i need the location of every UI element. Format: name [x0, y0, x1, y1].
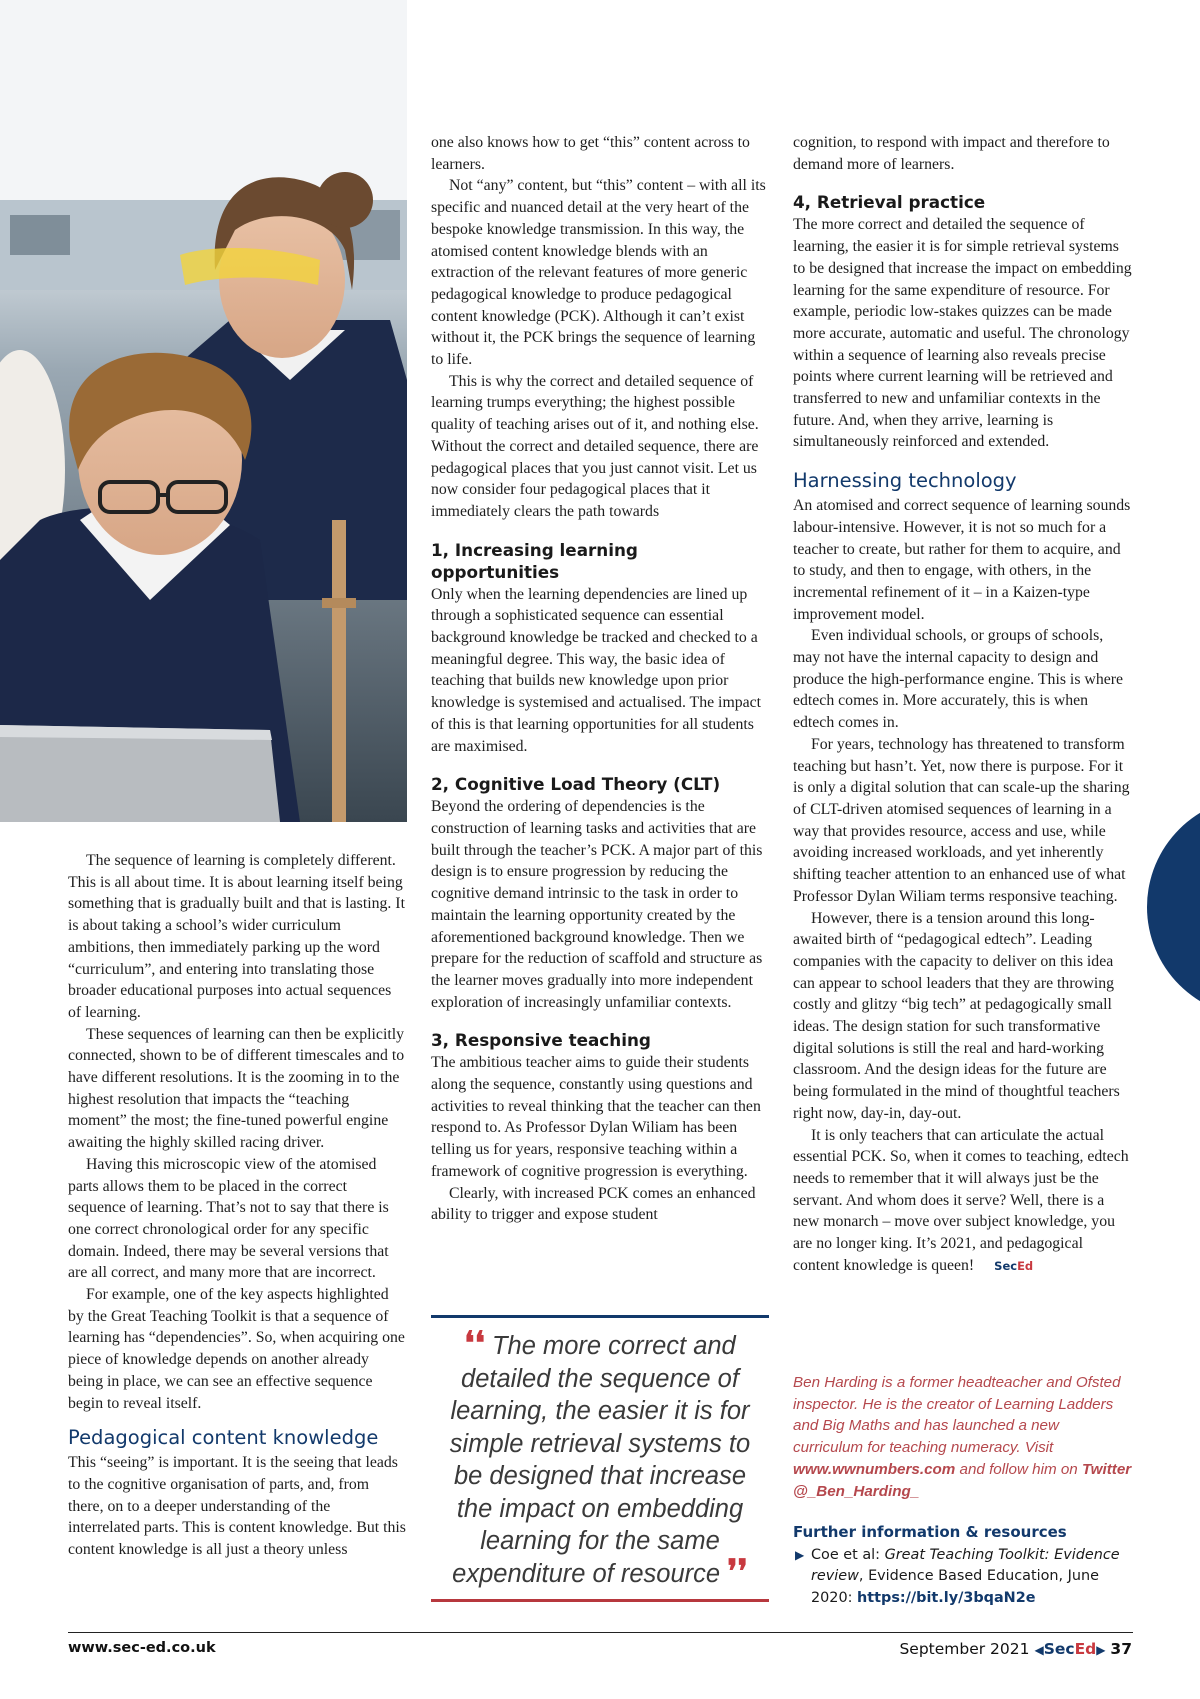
end-mark-logo: SecEd — [994, 1258, 1034, 1273]
pull-quote — [431, 1315, 769, 1602]
page-number: 37 — [1110, 1640, 1132, 1658]
body-paragraph: These sequences of learning can then be explicitly connected, shown to be of different timescales and to have different resolutions. It is the zooming in to the highest resolution that impacts the “teaching moment” the most; the fine-tuned powerful engine awaiting the highly skilled racing driver. — [68, 1025, 405, 1152]
body-paragraph: Only when the learning dependencies are lined up through a sophisticated sequence can essential background knowledge be tracked and checked to a meaningful degree. This way, the basic idea of teaching that builds new knowledge upon prior knowledge is systemised and actualised. The impact of this is that learning opportunities for all students are maximised. — [431, 585, 762, 755]
footer-url[interactable]: www.sec-ed.co.uk — [68, 1640, 216, 1656]
issue-date: September 2021 — [899, 1640, 1030, 1658]
body-paragraph: one also knows how to get “this” content across to learners. — [431, 134, 750, 173]
body-paragraph: The ambitious teacher aims to guide their students along the sequence, constantly using questions and activities to reveal thinking that the teacher can then respond to. As Professor Dylan Wiliam has been telling us for years, responsive teaching within a framework of cognitive progression is everything. — [431, 1054, 761, 1180]
section-heading: Pedagogical content knowledge — [68, 1426, 379, 1450]
body-paragraph: This is why the correct and detailed sequence of learning trumps everything; the highest possible quality of teaching arises out of it, and nothing else. Without the correct and detailed sequence, there are pedagogical places that you just cannot visit. Let us now consider four pedagogical places that it immediately clears the path towards — [431, 372, 759, 520]
close-quote-icon: ❜❜ — [727, 1551, 748, 1590]
body-paragraph: This “seeing” is important. It is the seeing that leads to the cognitive organisation of parts, and, from there, on to a deeper understanding of the interrelated parts. This is content knowledge. But this content knowledge is all just a theory unless — [68, 1454, 406, 1559]
subsection-heading: 4, Retrieval practice — [793, 192, 986, 213]
author-bio: Ben Harding is a former headteacher and Ofsted inspector. He is the creator of Learning Ladders and Big Maths and has launched a new curriculum for teaching numeracy. Visit www.wwnumbers.com and follow him on Twitter @_Ben_Harding_ — [793, 1374, 1132, 1500]
subsection-heading: 3, Responsive teaching — [431, 1030, 651, 1051]
body-paragraph: Clearly, with increased PCK comes an enhanced ability to trigger and expose student — [431, 1184, 756, 1224]
resource-link[interactable]: https://bit.ly/3bqaN2e — [857, 1589, 1036, 1606]
triangle-right-icon: ▶ — [1096, 1643, 1106, 1657]
bullet-arrow-icon: ▶ — [795, 1547, 805, 1562]
twitter-link[interactable]: Twitter @_Ben_Harding_ — [793, 1460, 1132, 1500]
body-paragraph: The sequence of learning is completely different. This is all about time. It is about learning itself being something that is gradually built and that is lasting. It is about taking a school’s wider curriculum ambitions, then immediately parking up the word “curriculum”, and entering into translating those broader educational purposes into actual sequences of learning. — [68, 852, 405, 1021]
open-quote-icon: ❛❛ — [464, 1324, 485, 1362]
body-paragraph — [793, 1125, 1133, 1278]
section-heading: Harnessing technology — [793, 469, 1017, 493]
footer-folio — [899, 1640, 1132, 1658]
brand-logo: SecEd — [1043, 1640, 1097, 1658]
article-photo — [0, 0, 407, 822]
resource-title: Great Teaching Toolkit: Evidence review — [811, 1546, 1120, 1584]
footer-rule — [68, 1632, 1133, 1633]
body-paragraph: An atomised and correct sequence of learning sounds labour-intensive. However, it is not so much for a teacher to create, but rather for them to acquire, and to study, and then to engage, with others, in the incremental refinement of it – in a Kaizen-type improvement model. — [793, 497, 1131, 623]
body-paragraph: For example, one of the key aspects highlighted by the Great Teaching Toolkit is that a sequence of learning has “dependencies”. So, when acquiring one piece of knowledge depends on another already being in place, we can see an effective sequence begin to reveal itself. — [68, 1286, 405, 1412]
further-heading: Further information & resources — [793, 1523, 1067, 1541]
further-information — [793, 1522, 1138, 1609]
column-2 — [431, 132, 771, 1226]
website-link[interactable]: www.wwnumbers.com — [793, 1460, 956, 1478]
pull-quote-text: The more correct and detailed the sequence of learning, the easier it is for simple retrieval systems to be designed that increase the impact on embedding learning for the same expenditure of resource — [449, 1332, 751, 1588]
body-paragraph: The more correct and detailed the sequence of learning, the easier it is for simple retrieval systems to be designed that increase the impact on embedding learning for the same expenditure of resource. For example, periodic low-stakes quizzes can be made more accurate, automatic and useful. The chronology within a sequence of learning also reveals precise points where current learning will be retrieved and transferred to new and unfamiliar contexts in the future. And, when they arrive, learning is simultaneously reinforced and extended. — [793, 216, 1132, 451]
body-paragraph: However, there is a tension around this long-awaited birth of “pedagogical edtech”. Leading companies with the capacity to deliver on this idea can appear to school leaders that they are throwing costly and glitzy “big tech” at pedagogically small ideas. The design station for such transformative digital solutions is still the real and hard-working classroom. And the design ideas for the future are being formulated in the mind of thoughtful teachers right now, day-in, day-out. — [793, 909, 1120, 1122]
subsection-heading: 2, Cognitive Load Theory (CLT) — [431, 774, 721, 795]
resource-item: ▶ Coe et al: Great Teaching Toolkit: Evidence review, Evidence Based Education, June 2020: https://bit.ly/3bqaN2e — [795, 1546, 1120, 1606]
body-paragraph: Not “any” content, but “this” content – with all its specific and nuanced detail at the very heart of the bespoke knowledge transmission. In this way, the atomised content knowledge blends with an extraction of the relevant features of more generic pedagogical knowledge to produce pedagogical content knowledge (PCK). Although it can’t exist without it, the PCK brings the sequence of learning to life. — [431, 177, 766, 369]
body-paragraph: Having this microscopic view of the atomised parts allows them to be placed in the correct sequence of learning. That’s not to say that there is one correct chronological order for any specific domain. Indeed, there may be several versions that are all correct, and many more that are incorrect. — [68, 1155, 389, 1282]
column-1 — [68, 850, 406, 1561]
body-paragraph: For years, technology has threatened to transform teaching but hasn’t. Yet, now there is purpose. For it is only a digital solution that can scale-up the sharing of CLT-driven atomised sequences of learning in a way that provides resource, access and use, while avoiding increased workloads, and yet inherently shifting teacher attention to an enhanced use of what Professor Dylan Wiliam terms responsive teaching. — [793, 735, 1130, 905]
closing-paragraph-text: It is only teachers that can articulate the actual essential PCK. So, when it comes to teaching, edtech needs to remember that it will always just be the servant. And whom does it serve? Well, there is a new monarch – move over subject knowledge, you are no longer king. It’s 2021, and pedagogical content knowledge is queen! — [793, 1126, 1129, 1274]
page-edge-tab — [1142, 797, 1200, 1017]
body-paragraph: Even individual schools, or groups of schools, may not have the internal capacity to design and produce the high-performance engine. This is where edtech comes in. More accurately, this is when edtech comes in. — [793, 627, 1124, 732]
column-3 — [793, 132, 1133, 1277]
body-paragraph: cognition, to respond with impact and therefore to demand more of learners. — [793, 134, 1110, 173]
subsection-heading: 1, Increasing learning opportunities — [431, 539, 638, 582]
triangle-left-icon: ◀ — [1034, 1643, 1044, 1657]
body-paragraph: Beyond the ordering of dependencies is the construction of learning tasks and activities that are built through the teacher’s PCK. A major part of this design is to ensure progression by reducing the cognitive demand intrinsic to the task in order to maintain the learning opportunity created by the aforementioned background knowledge. Then we prepare for the reduction of scaffold and structure as the learner moves gradually into more independent exploration of increasingly unfamiliar contexts. — [431, 798, 763, 1011]
